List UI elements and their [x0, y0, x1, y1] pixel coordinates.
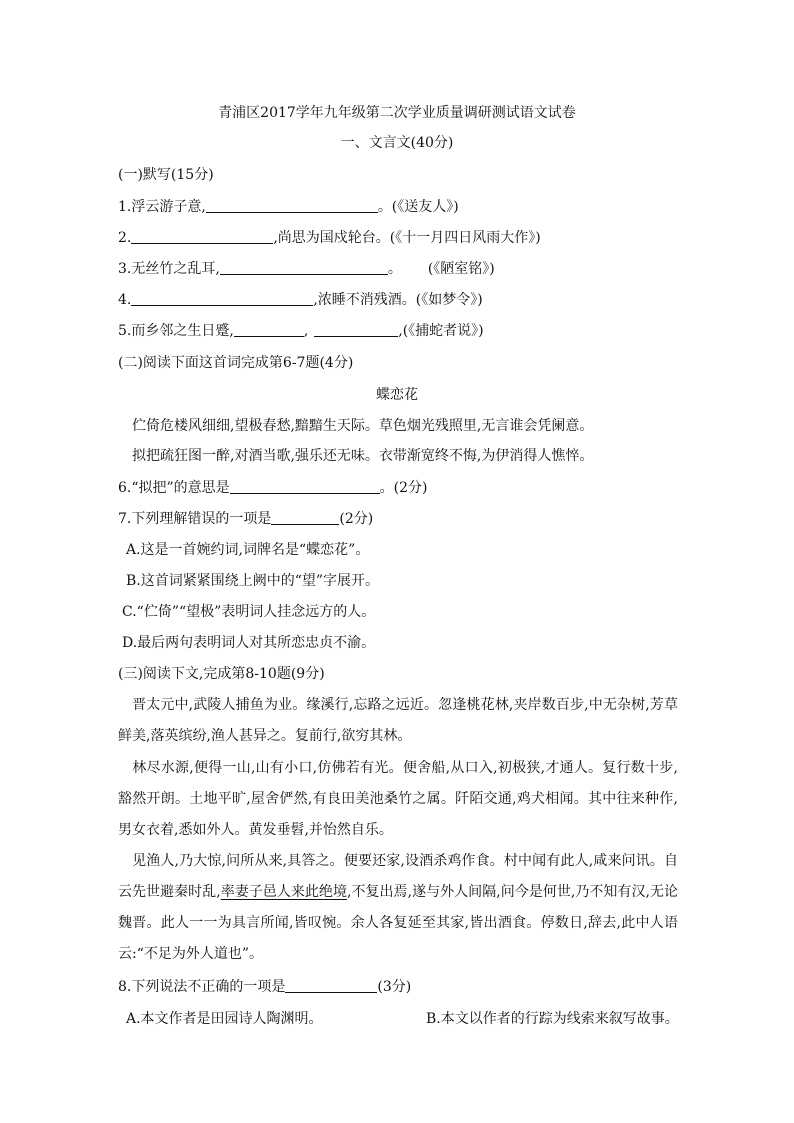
question-8-score: (3分)	[377, 979, 412, 995]
question-3-text: 3.无丝竹之乱耳,	[118, 261, 220, 277]
question-3	[118, 260, 794, 278]
question-6-score: 。(2分)	[379, 480, 428, 496]
question-2-number: 2.	[118, 230, 132, 246]
question-1-source: 。(《送友人》)	[377, 199, 459, 215]
part1-heading: (一)默写(15分)	[118, 167, 214, 183]
section-heading: 一、文言文(40分)	[340, 135, 454, 151]
part3-heading: (三)阅读下文,完成第8-10题(9分)	[118, 666, 325, 682]
answer-blank[interactable]	[220, 260, 388, 275]
question-5	[118, 322, 794, 340]
underlined-sentence: 率妻子邑人来此绝境	[220, 884, 347, 900]
option-c: C.“伫倚”“望极”表明词人挂念远方的人。	[122, 604, 376, 620]
question-2-text: ,尚思为国戍轮台。(《十一月四日风雨大作》)	[273, 230, 541, 246]
answer-blank[interactable]	[206, 198, 378, 213]
question-7-score: (2分)	[339, 511, 374, 527]
question-7-text: 7.下列理解错误的一项是	[118, 511, 272, 527]
exam-title: 青浦区2017学年九年级第二次学业质量调研测试语文试卷	[218, 105, 576, 121]
question-2	[118, 229, 794, 247]
passage-paragraph-2: 林尽水源,便得一山,山有小口,仿佛若有光。便舍船,从口入,初极狭,才通人。复行数十步,豁然开朗。土地平旷,屋舍俨然,有良田美池桑竹之属。阡陌交通,鸡犬相闻。其中往来种作,男女衣着,悉如外人。黄发垂髫,并怡然自乐。	[118, 760, 678, 838]
option-a: A.这是一首婉约词,词牌名是“蝶恋花”。	[126, 542, 370, 558]
answer-blank[interactable]	[271, 510, 339, 525]
question-6	[118, 479, 794, 497]
answer-blank[interactable]	[131, 291, 313, 306]
question-1-text: 1.浮云游子意,	[118, 199, 206, 215]
question-7	[118, 510, 794, 528]
question-8-text: 8.下列说法不正确的一项是	[118, 979, 286, 995]
question-6-text: 6.“拟把”的意思是	[118, 480, 230, 496]
question-4-text: ,浓睡不消残酒。(《如梦令》)	[313, 292, 483, 308]
question-5-source: ,(《捕蛇者说》)	[398, 323, 484, 339]
question-8	[118, 978, 794, 996]
option-b: B.这首词紧紧围绕上阙中的“望”字展开。	[126, 573, 380, 589]
poem-title: 蝶恋花	[376, 387, 418, 403]
poem-line-1: 伫倚危楼风细细,望极春愁,黯黯生天际。草色烟光残照里,无言谁会凭阑意。	[132, 418, 594, 434]
answer-blank[interactable]	[285, 978, 377, 993]
answer-blank[interactable]	[131, 229, 273, 244]
answer-blank[interactable]	[230, 479, 380, 494]
poem-line-2: 拟把疏狂图一醉,对酒当歌,强乐还无味。衣带渐宽终不悔,为伊消得人憔悴。	[132, 448, 594, 464]
passage-paragraph-3: 见渔人,乃大惊,问所从来,具答之。便要还家,设酒杀鸡作食。村中闻有此人,咸来问讯。自云先世避秦时乱,率妻子邑人来此绝境,不复出焉,遂与外人间隔,问今是何世,乃不知有汉,无论魏晋。此人一一为具言所闻,皆叹惋。余人各复延至其家,皆出酒食。停数日,辞去,此中人语云:“不足为外人道也”。	[118, 853, 679, 962]
question-4	[118, 291, 794, 309]
question-4-number: 4.	[118, 292, 132, 308]
question-3-end: 。	[387, 261, 402, 277]
question-3-source: (《陋室铭》)	[427, 261, 495, 277]
part2-heading: (二)阅读下面这首词完成第6-7题(4分)	[118, 355, 354, 371]
q8-option-a: A.本文作者是田园诗人陶渊明。	[126, 1011, 323, 1027]
question-5-text: 5.而乡邻之生日蹙,	[118, 323, 234, 339]
passage-paragraph-1: 晋太元中,武陵人捕鱼为业。缘溪行,忘路之远近。忽逢桃花林,夹岸数百步,中无杂树,芳草鲜美,落英缤纷,渔人甚异之。复前行,欲穷其林。	[118, 697, 678, 744]
option-d: D.最后两句表明词人对其所恋忠贞不渝。	[122, 635, 376, 651]
answer-blank[interactable]	[314, 322, 398, 337]
question-1	[118, 198, 794, 216]
question-5-comma: ,	[303, 323, 309, 339]
q8-option-b: B.本文以作者的行踪为线索来叙写故事。	[426, 1011, 679, 1027]
answer-blank[interactable]	[234, 322, 304, 337]
